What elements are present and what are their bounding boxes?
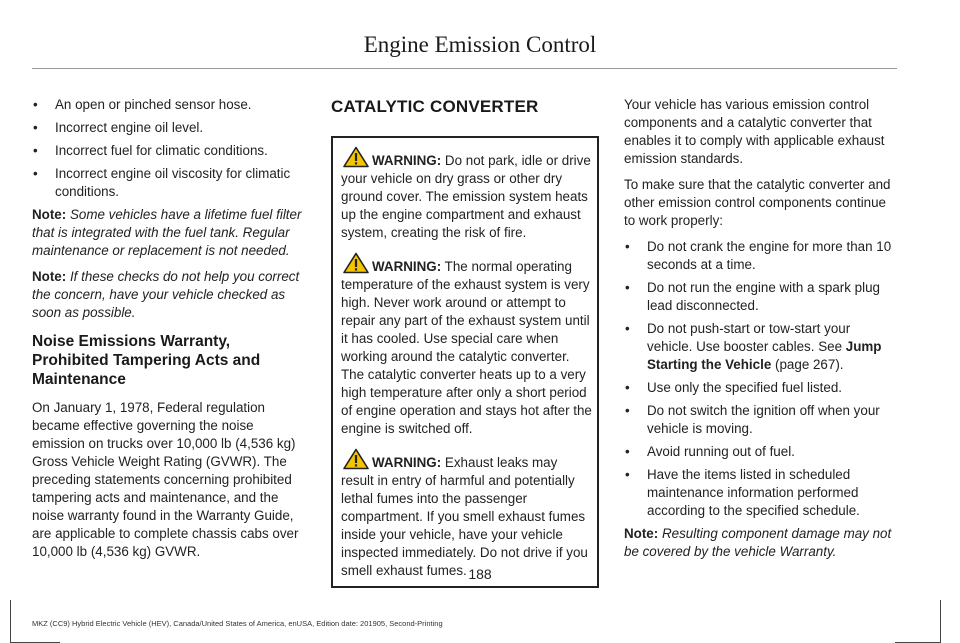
list-item: • An open or pinched sensor hose. <box>33 97 252 112</box>
header-rule <box>32 68 897 69</box>
warning-fire: WARNING: Do not park, idle or drive your vehicle on dry grass or other dry ground cover. The emission system heats up the engine compartment and exhaust system, creating the risk of fire. <box>341 146 593 242</box>
warning-box <box>331 136 599 588</box>
jump-starting-link[interactable]: Jump Starting the Vehicle <box>647 339 882 372</box>
list-item: • Incorrect engine oil level. <box>33 120 204 135</box>
page-title: Engine Emission Control <box>363 32 597 57</box>
crop-mark <box>940 600 941 643</box>
list-item: • Incorrect fuel for climatic conditions. <box>33 143 268 158</box>
list-item: • Have the items listed in scheduled maintenance information performed according to the specified schedule. <box>625 467 860 518</box>
warning-exhaust-temperature: WARNING: The normal operating temperature of the exhaust system is very high. Never work around or attempt to repair any part of the exhaust system until it has cooled. Use special care when working around the catalytic converter. The catalytic converter heats up to a very high temperature after only a short period of engine operation and stays hot after the engine is switched off. <box>341 252 593 438</box>
warning-exhaust-leaks: WARNING: Exhaust leaks may result in entry of harmful and potentially lethal fumes into the passenger compartment. If you smell exhaust fumes inside your vehicle, have your vehicle inspected immediately. Do not drive if you smell exhaust fumes. <box>341 448 593 580</box>
list-item: • Do not switch the ignition off when your vehicle is moving. <box>625 403 880 436</box>
condition-list <box>32 96 307 201</box>
note-fuel-filter: Note: Some vehicles have a lifetime fuel filter that is integrated with the fuel tank. Regular maintenance or replacement is not needed. <box>32 207 302 258</box>
page-number: 188 <box>468 566 492 582</box>
edition-footer: MKZ (CC9) Hybrid Electric Vehicle (HEV), Canada/United States of America, enUSA, Edition date: 201905, Second-Printing <box>32 619 443 628</box>
note-checks: Note: If these checks do not help you correct the concern, have your vehicle checked as soon as possible. <box>32 269 300 320</box>
list-item: • Do not crank the engine for more than 10 seconds at a time. <box>625 239 892 272</box>
emission-components-paragraph: Your vehicle has various emission control components and a catalytic converter that enables it to comply with applicable exhaust emission standards. <box>624 97 885 166</box>
warning-triangle-icon <box>343 448 369 470</box>
warning-triangle-icon <box>343 146 369 168</box>
list-item: • Do not run the engine with a spark plug lead disconnected. <box>625 280 880 313</box>
proper-operation-paragraph: To make sure that the catalytic converter and other emission control components continue to work properly: <box>624 177 891 228</box>
list-item: • Incorrect engine oil viscosity for climatic conditions. <box>33 166 291 199</box>
column-middle <box>331 96 599 588</box>
column-left <box>32 96 307 569</box>
column-right <box>624 96 894 569</box>
section-heading: CATALYTIC CONVERTER <box>331 97 539 116</box>
note-warranty: Note: Resulting component damage may not be covered by the vehicle Warranty. <box>624 526 892 559</box>
list-item: • Avoid running out of fuel. <box>625 444 795 459</box>
subheading-noise-emissions: Noise Emissions Warranty, Prohibited Tampering Acts and Maintenance <box>32 333 261 388</box>
list-item: • Use only the specified fuel listed. <box>625 380 843 395</box>
warning-triangle-icon <box>343 252 369 274</box>
precaution-list <box>624 238 894 520</box>
crop-mark <box>10 600 11 643</box>
list-item: • Do not push-start or tow-start your vehicle. Use booster cables. See Jump Starting the Vehicle (page 267). <box>625 321 882 372</box>
noise-regulation-paragraph: On January 1, 1978, Federal regulation became effective governing the noise emission on trucks over 10,000 lb (4,536 kg) Gross Vehicle Weight Rating (GVWR). The preceding statements concerning prohibited tampering acts and maintenance, and the noise warranty found in the Warranty Guide, are applicable to complete chassis cabs over 10,000 lb (4,536 kg) GVWR. <box>32 400 299 559</box>
